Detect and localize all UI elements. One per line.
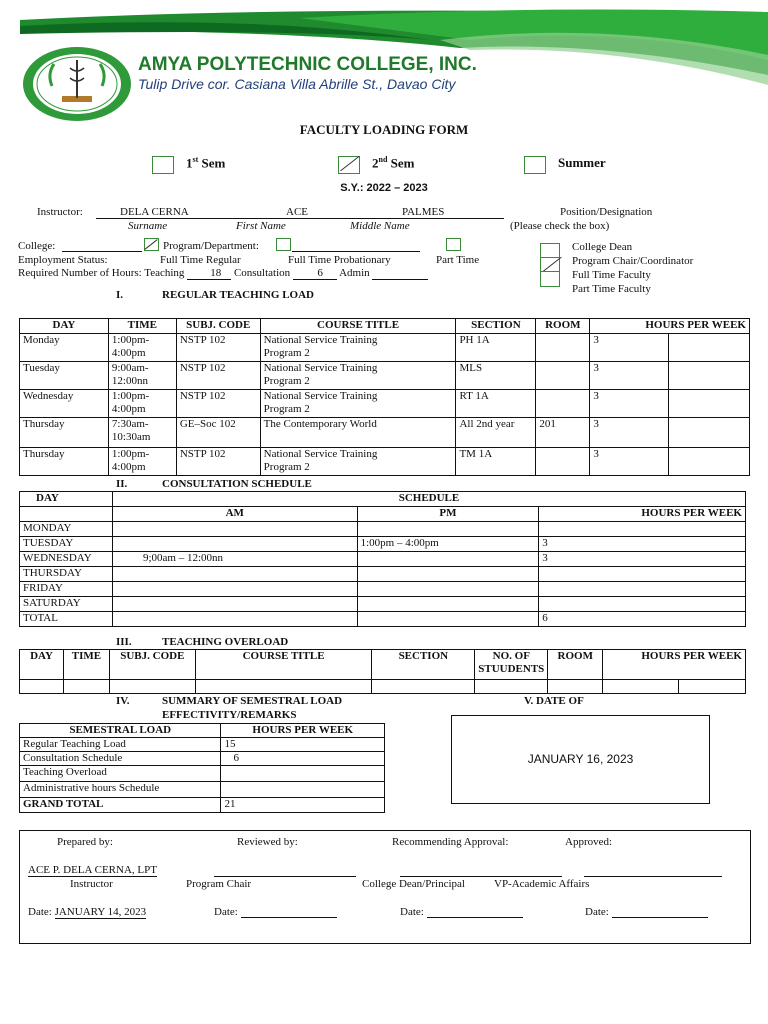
table-row: TOTAL 6 bbox=[20, 612, 746, 627]
program-label: Program/Department: bbox=[163, 240, 259, 252]
col-section: SECTION bbox=[456, 319, 536, 334]
instructor-line bbox=[96, 218, 504, 219]
sem1-checkbox[interactable] bbox=[152, 156, 174, 174]
section3-num: III. bbox=[116, 636, 132, 648]
teaching-hours: 18 bbox=[187, 267, 231, 280]
effectivity-date: JANUARY 16, 2023 bbox=[527, 752, 634, 766]
table-row: Administrative hours Schedule bbox=[20, 782, 385, 798]
table-row: FRIDAY bbox=[20, 582, 746, 597]
col-day: DAY bbox=[20, 319, 109, 334]
instructor-middle: PALMES bbox=[402, 206, 445, 218]
middle-caption: Middle Name bbox=[350, 220, 410, 232]
recommending-date: Date: bbox=[400, 906, 523, 918]
ov-col-code: SUBJ. CODE bbox=[109, 650, 195, 680]
table-row bbox=[20, 680, 746, 694]
school-year: S.Y.: 2022 – 2023 bbox=[340, 182, 428, 194]
section1-num: I. bbox=[116, 289, 124, 301]
consult-col-day: DAY bbox=[20, 492, 113, 507]
first-caption: First Name bbox=[236, 220, 286, 232]
surname-caption: Surname bbox=[128, 220, 168, 232]
position-fulltime: Full Time Faculty bbox=[572, 269, 651, 281]
check-note: (Please check the box) bbox=[510, 220, 610, 232]
summer-checkbox[interactable] bbox=[524, 156, 546, 174]
ov-col-title: COURSE TITLE bbox=[195, 650, 372, 680]
instructor-surname: DELA CERNA bbox=[120, 206, 189, 218]
ov-col-room: ROOM bbox=[548, 650, 603, 680]
consult-col-hours: HOURS PER WEEK bbox=[539, 507, 746, 522]
college-seal-icon bbox=[22, 46, 132, 122]
instructor-first: ACE bbox=[286, 206, 308, 218]
college-line bbox=[62, 251, 142, 252]
section5-title: V. DATE OF bbox=[524, 695, 584, 707]
col-hours: HOURS PER WEEK bbox=[590, 319, 750, 334]
program-checkbox[interactable] bbox=[276, 238, 291, 251]
recommender-line bbox=[400, 876, 562, 877]
sem2-label: 2nd Sem bbox=[372, 155, 415, 171]
consult-col-schedule: SCHEDULE bbox=[112, 492, 745, 507]
role-program-chair: Program Chair bbox=[186, 878, 252, 890]
ov-col-time: TIME bbox=[63, 650, 109, 680]
position-chair: Program Chair/Coordinator bbox=[572, 255, 694, 267]
table-row: THURSDAY bbox=[20, 567, 746, 582]
school-address: Tulip Drive cor. Casiana Villa Abrille St., Davao City bbox=[138, 76, 456, 92]
table-row: MONDAY bbox=[20, 522, 746, 537]
ov-col-section: SECTION bbox=[372, 650, 475, 680]
summary-table bbox=[19, 723, 385, 813]
teaching-load-table bbox=[19, 318, 750, 476]
sum-col-load: SEMESTRAL LOAD bbox=[20, 724, 221, 738]
approved-date: Date: bbox=[585, 906, 708, 918]
role-instructor: Instructor bbox=[70, 878, 113, 890]
approver-line bbox=[584, 876, 722, 877]
section2-title: CONSULTATION SCHEDULE bbox=[162, 478, 312, 490]
table-row: Monday 1:00pm- 4:00pm NSTP 102 National Service Training Program 2 PH 1A 3 bbox=[20, 334, 750, 362]
fulltime-checkbox[interactable] bbox=[540, 271, 560, 287]
sem1-label: 1st Sem bbox=[186, 155, 226, 171]
college-label: College: bbox=[18, 240, 56, 252]
recommending-label: Recommending Approval: bbox=[392, 836, 509, 848]
table-row: GRAND TOTAL 21 bbox=[20, 798, 385, 813]
table-row: SATURDAY bbox=[20, 597, 746, 612]
employment-label: Employment Status: bbox=[18, 254, 108, 266]
table-row: Teaching Overload bbox=[20, 766, 385, 782]
position-dean: College Dean bbox=[572, 241, 633, 253]
prepared-label: Prepared by: bbox=[57, 836, 113, 848]
table-row: Thursday 7:30am- 10:30am GE–Soc 102 The Contemporary World All 2nd year 201 3 bbox=[20, 418, 750, 448]
ov-col-students: NO. OF STUUDENTS bbox=[475, 650, 548, 680]
consultation-table bbox=[19, 491, 746, 627]
ov-col-hours: HOURS PER WEEK bbox=[603, 650, 746, 680]
table-row: Consultation Schedule 6 bbox=[20, 752, 385, 766]
section4-title2: EFFECTIVITY/REMARKS bbox=[162, 709, 297, 721]
consult-col-am: AM bbox=[112, 507, 357, 522]
table-row: TUESDAY 1:00pm – 4:00pm 3 bbox=[20, 537, 746, 552]
full-time-probationary: Full Time Probationary bbox=[288, 254, 391, 266]
overload-table bbox=[19, 649, 746, 694]
role-vp: VP-Academic Affairs bbox=[494, 878, 590, 890]
reviewer-line bbox=[214, 876, 356, 877]
consult-col-pm: PM bbox=[357, 507, 539, 522]
program-line bbox=[292, 251, 420, 252]
table-row: Thursday 1:00pm- 4:00pm NSTP 102 National Service Training Program 2 TM 1A 3 bbox=[20, 448, 750, 476]
table-row: Tuesday 9:00am- 12:00nn NSTP 102 National Service Training Program 2 MLS 3 bbox=[20, 362, 750, 390]
required-hours: Required Number of Hours: Teaching 18 Consultation 6 Admin bbox=[18, 267, 428, 280]
prepared-name: ACE P. DELA CERNA, LPT bbox=[28, 864, 157, 876]
section3-title: TEACHING OVERLOAD bbox=[162, 636, 289, 648]
role-dean: College Dean/Principal bbox=[362, 878, 465, 890]
col-code: SUBJ. CODE bbox=[176, 319, 260, 334]
approved-label: Approved: bbox=[565, 836, 613, 848]
position-parttime: Part Time Faculty bbox=[572, 283, 651, 295]
part-time-checkbox[interactable] bbox=[446, 238, 461, 251]
summer-label: Summer bbox=[558, 155, 606, 170]
reviewed-date: Date: bbox=[214, 906, 337, 918]
table-row: Wednesday 1:00pm- 4:00pm NSTP 102 National Service Training Program 2 RT 1A 3 bbox=[20, 390, 750, 418]
school-name: AMYA POLYTECHNIC COLLEGE, INC. bbox=[138, 54, 477, 75]
section1-title: REGULAR TEACHING LOAD bbox=[162, 289, 314, 301]
table-row: Regular Teaching Load 15 bbox=[20, 738, 385, 752]
form-title: FACULTY LOADING FORM bbox=[299, 122, 469, 137]
ov-col-day: DAY bbox=[20, 650, 64, 680]
sem2-checkbox[interactable] bbox=[338, 156, 360, 174]
col-title: COURSE TITLE bbox=[260, 319, 456, 334]
full-time-regular: Full Time Regular bbox=[160, 254, 241, 266]
section2-num: II. bbox=[116, 478, 128, 490]
position-label: Position/Designation bbox=[560, 206, 653, 218]
reviewed-label: Reviewed by: bbox=[237, 836, 298, 848]
col-time: TIME bbox=[108, 319, 176, 334]
table-row: WEDNESDAY 9;00am – 12:00nn 3 bbox=[20, 552, 746, 567]
instructor-label: Instructor: bbox=[37, 206, 83, 218]
sum-col-hours: HOURS PER WEEK bbox=[221, 724, 385, 738]
consultation-hours: 6 bbox=[293, 267, 337, 280]
section4-title: SUMMARY OF SEMESTRAL LOAD bbox=[162, 695, 343, 707]
prepared-date: Date: JANUARY 14, 2023 bbox=[28, 906, 147, 918]
col-room: ROOM bbox=[536, 319, 590, 334]
part-time: Part Time bbox=[436, 254, 480, 266]
section4-num: IV. bbox=[116, 695, 130, 707]
